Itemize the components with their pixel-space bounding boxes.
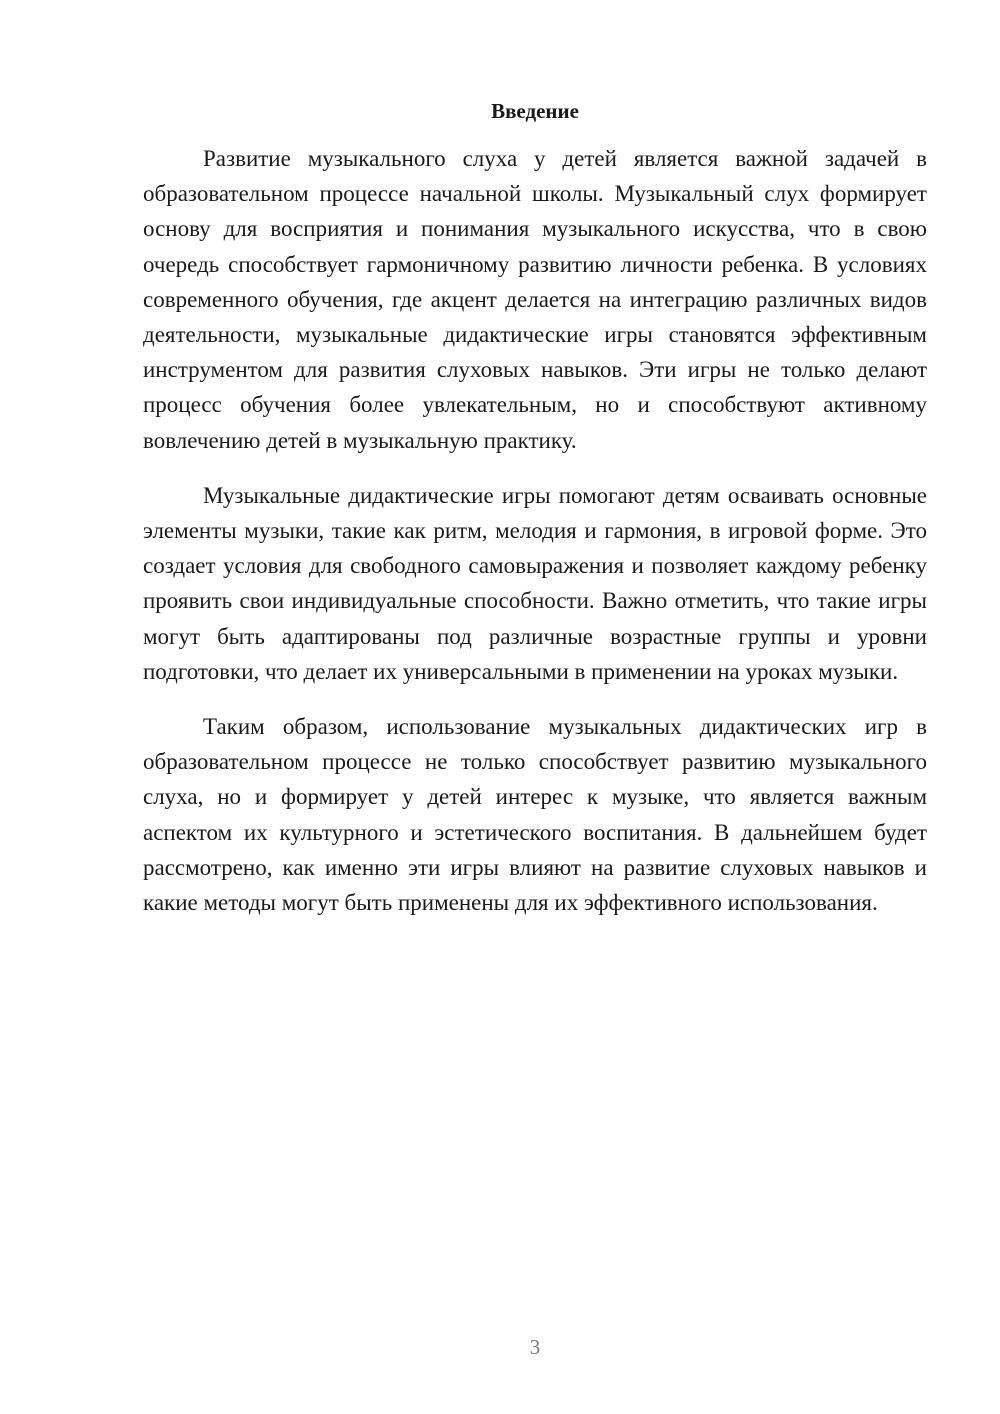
paragraph-2: Музыкальные дидактические игры помогают детям осваивать основные элементы музыки, такие как ритм, мелодия и гармония, в игровой форме. Это создает условия для свободного самовыражения и позволяет каждому ребенку проявить свои индивидуальные способности. Важно отметить, что такие игры могут быть адаптированы под различные возрастные группы и уровни подготовки, что делает их универсальными в применении на уроках музыки. — [143, 482, 927, 684]
body-text — [143, 141, 927, 920]
section-heading: Введение — [491, 99, 579, 123]
paragraph-1: Развитие музыкального слуха у детей является важной задачей в образовательном процессе начальной школы. Музыкальный слух формирует основу для восприятия и понимания музыкального искусства, что в свою очередь способствует гармоничному развитию личности ребенка. В условиях современного обучения, где акцент делается на интеграцию различных видов деятельности, музыкальные дидактические игры становятся эффективным инструментом для развития слуховых навыков. Эти игры не только делают процесс обучения более увлекательным, но и способствуют активному вовлечению детей в музыкальную практику. — [143, 146, 927, 453]
paragraph-3: Таким образом, использование музыкальных дидактических игр в образовательном процессе не только способствует развитию музыкального слуха, но и формирует у детей интерес к музыке, что является важным аспектом их культурного и эстетического воспитания. В дальнейшем будет рассмотрено, как именно эти игры влияют на развитие слуховых навыков и какие методы могут быть применены для их эффективного использования. — [143, 714, 927, 916]
page-number: 3 — [529, 1335, 541, 1359]
